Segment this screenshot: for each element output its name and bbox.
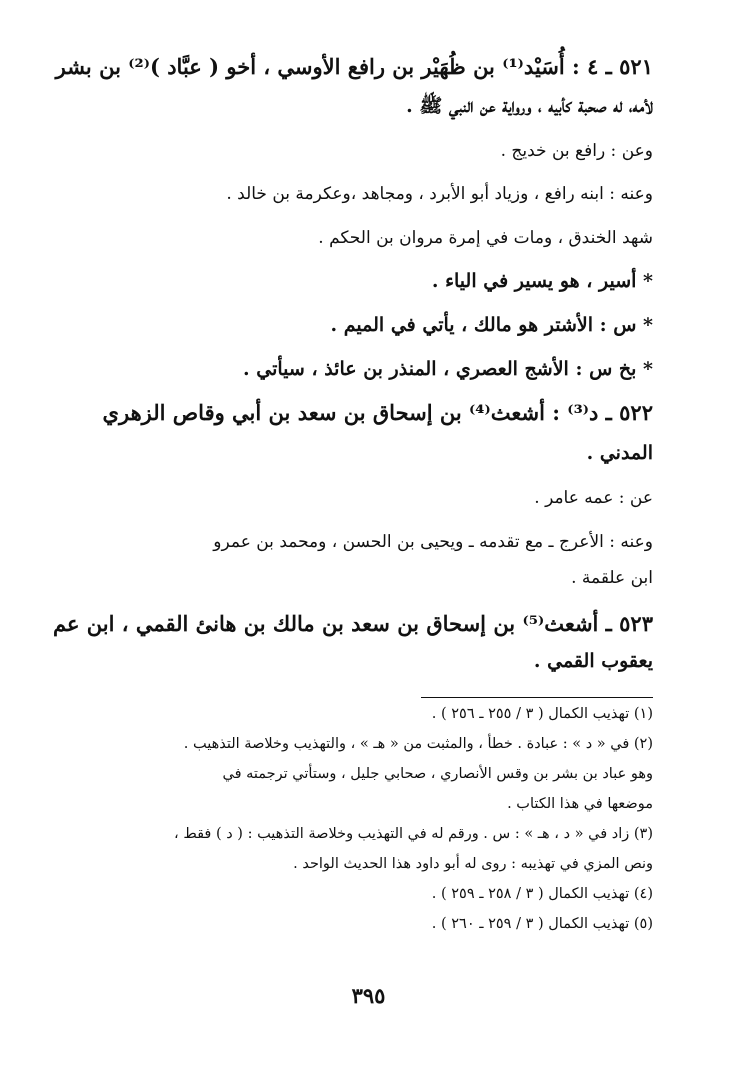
entry-522-line2: المدني . [586, 442, 653, 464]
entry-521-note: شهد الخندق ، ومات في إمرة مروان بن الحكم . [318, 228, 653, 248]
entry-523-line2: يعقوب القمي . [533, 650, 653, 672]
footnote-2-cont-2: موضعها في هذا الكتاب . [507, 796, 653, 812]
cross-ref-3: * بخ س : الأشج العصري ، المنذر بن عائذ ، سيأتي . [243, 358, 653, 380]
entry-521-heading: ٥٢١ ـ ٤ : أُسَيْد⁽¹⁾ بن ظُهَيْر بن رافع الأوسي ، أخو ( عبَّاد )⁽²⁾ بن بشر [55, 54, 653, 79]
entry-521-teachers: وعن : رافع بن خديج . [500, 141, 653, 161]
entry-521-line2: لأمه، له صحبة كأبيه ، ورواية عن النبي ﷺ . [406, 95, 653, 117]
entry-523-heading: ٥٢٣ ـ أشعث⁽⁵⁾ بن إسحاق بن سعد بن مالك بن هانئ القمي ، ابن عم [52, 611, 653, 636]
cross-ref-2: * س : الأشتر هو مالك ، يأتي في الميم . [330, 314, 653, 336]
footnote-5: (٥) تهذيب الكمال ( ٣ / ٢٥٩ ـ ٢٦٠ ) . [431, 916, 653, 932]
footnote-3-cont: ونص المزي في تهذيبه : روى له أبو داود هذا الحديث الواحد . [293, 856, 653, 872]
entry-522-heading: ٥٢٢ ـ د⁽³⁾ : أشعث⁽⁴⁾ بن إسحاق بن سعد بن أبي وقاص الزهري [102, 400, 653, 425]
entry-521-students: وعنه : ابنه رافع ، وزياد أبو الأبرد ، ومجاهد ،وعكرمة بن خالد . [226, 184, 653, 204]
page-number: ٣٩٥ [351, 983, 386, 1008]
entry-522-teachers: عن : عمه عامر . [534, 488, 653, 508]
footnote-divider [421, 697, 653, 698]
footnote-2: (٢) في « د » : عبادة . خطأ ، والمثبت من « هـ » ، والتهذيب وخلاصة التذهيب . [183, 736, 653, 752]
footnote-1: (١) تهذيب الكمال ( ٣ / ٢٥٥ ـ ٢٥٦ ) . [431, 706, 653, 722]
footnote-4: (٤) تهذيب الكمال ( ٣ / ٢٥٨ ـ ٢٥٩ ) . [431, 886, 653, 902]
cross-ref-1: * أسير ، هو يسير في الياء . [431, 270, 653, 292]
entry-522-students: وعنه : الأعرج ـ مع تقدمه ـ ويحيى بن الحسن ، ومحمد بن عمرو [213, 532, 653, 552]
footnote-2-cont-1: وهو عباد بن بشر بن وقس الأنصاري ، صحابي جليل ، وستأتي ترجمته في [222, 766, 653, 782]
entry-522-students-cont: ابن علقمة . [571, 568, 653, 588]
footnote-3: (٣) زاد في « د ، هـ » : س . ورقم له في التهذيب وخلاصة التذهيب : ( د ) فقط ، [174, 826, 653, 842]
